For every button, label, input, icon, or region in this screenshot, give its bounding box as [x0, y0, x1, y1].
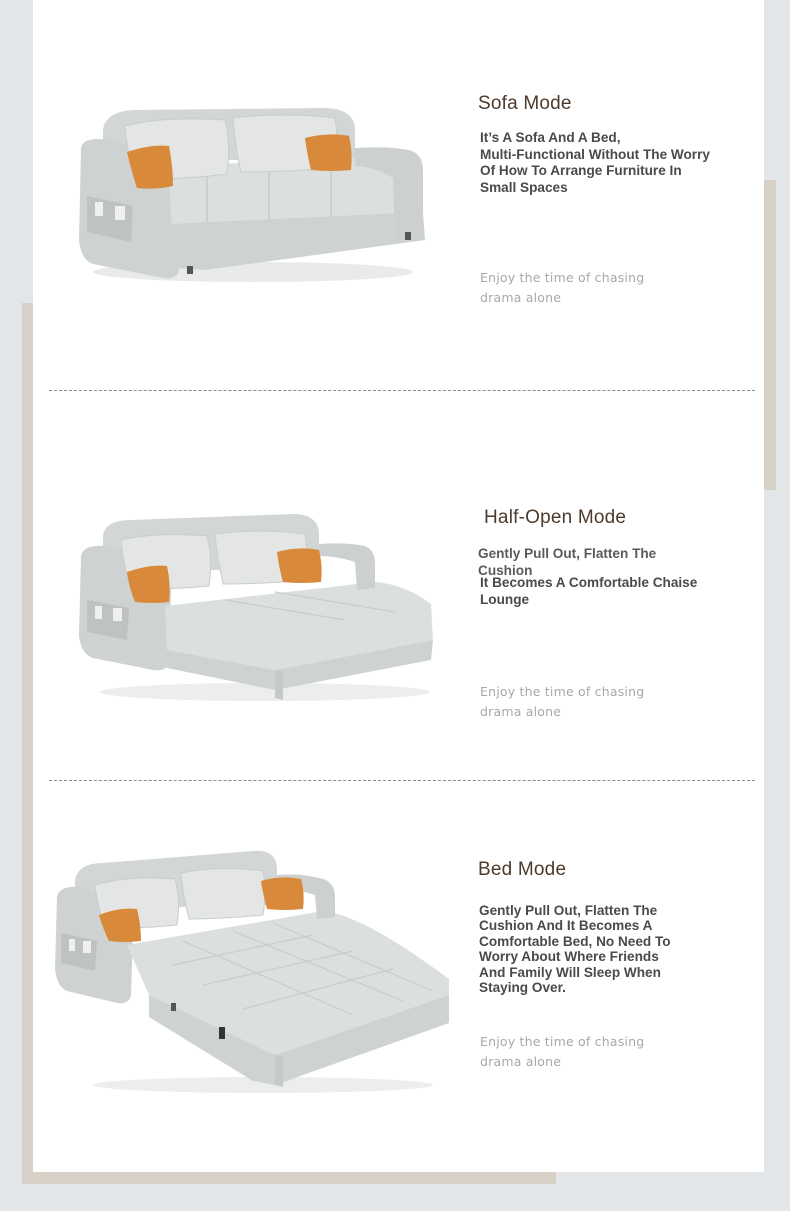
- desc-line: Cushion And It Becomes A: [479, 918, 653, 934]
- desc-line: Lounge: [480, 591, 530, 607]
- desc-line: It’s A Sofa And A Bed,: [480, 130, 621, 145]
- content-card: [33, 0, 764, 1172]
- desc-line: Gently Pull Out, Flatten The: [479, 903, 658, 918]
- sofa-half-open-image: [75, 510, 445, 705]
- tagline-line: Enjoy the time of chasing: [480, 684, 645, 699]
- mode-tagline: [480, 268, 680, 308]
- desc-line: Multi-Functional Without The Worry: [480, 146, 710, 162]
- mode-title: Sofa Mode: [478, 93, 572, 114]
- tagline-line: Enjoy the time of chasing: [480, 270, 645, 285]
- mode-description: [480, 130, 730, 196]
- desc-line: Of How To Arrange Furniture In: [480, 163, 682, 178]
- desc-line: Staying Over.: [479, 980, 566, 996]
- decor-strip-right: [764, 180, 776, 490]
- sofa-closed-image: [73, 100, 433, 290]
- desc-line: Cushion: [478, 562, 533, 578]
- tagline-line: drama alone: [480, 704, 562, 719]
- desc-line: It Becomes A Comfortable Chaise: [480, 575, 698, 590]
- decor-strip-bottom: [22, 1172, 556, 1184]
- desc-line: Gently Pull Out, Flatten The: [478, 546, 657, 561]
- mode-description-2: [480, 575, 730, 608]
- desc-line: And Family Will Sleep When: [479, 964, 661, 980]
- section-divider: [49, 780, 755, 781]
- tagline-line: Enjoy the time of chasing: [480, 1034, 645, 1049]
- tagline-line: drama alone: [480, 1054, 562, 1069]
- tagline-line: drama alone: [480, 290, 562, 305]
- mode-title: Bed Mode: [478, 859, 567, 880]
- mode-tagline: [480, 682, 680, 722]
- sofa-bed-image: [53, 845, 453, 1100]
- desc-line: Small Spaces: [480, 179, 568, 195]
- desc-line: Comfortable Bed, No Need To: [479, 933, 671, 949]
- desc-line: Worry About Where Friends: [479, 949, 659, 965]
- mode-description: [479, 903, 729, 995]
- mode-title: Half-Open Mode: [484, 507, 627, 528]
- section-divider: [49, 390, 755, 391]
- mode-tagline: [480, 1032, 680, 1072]
